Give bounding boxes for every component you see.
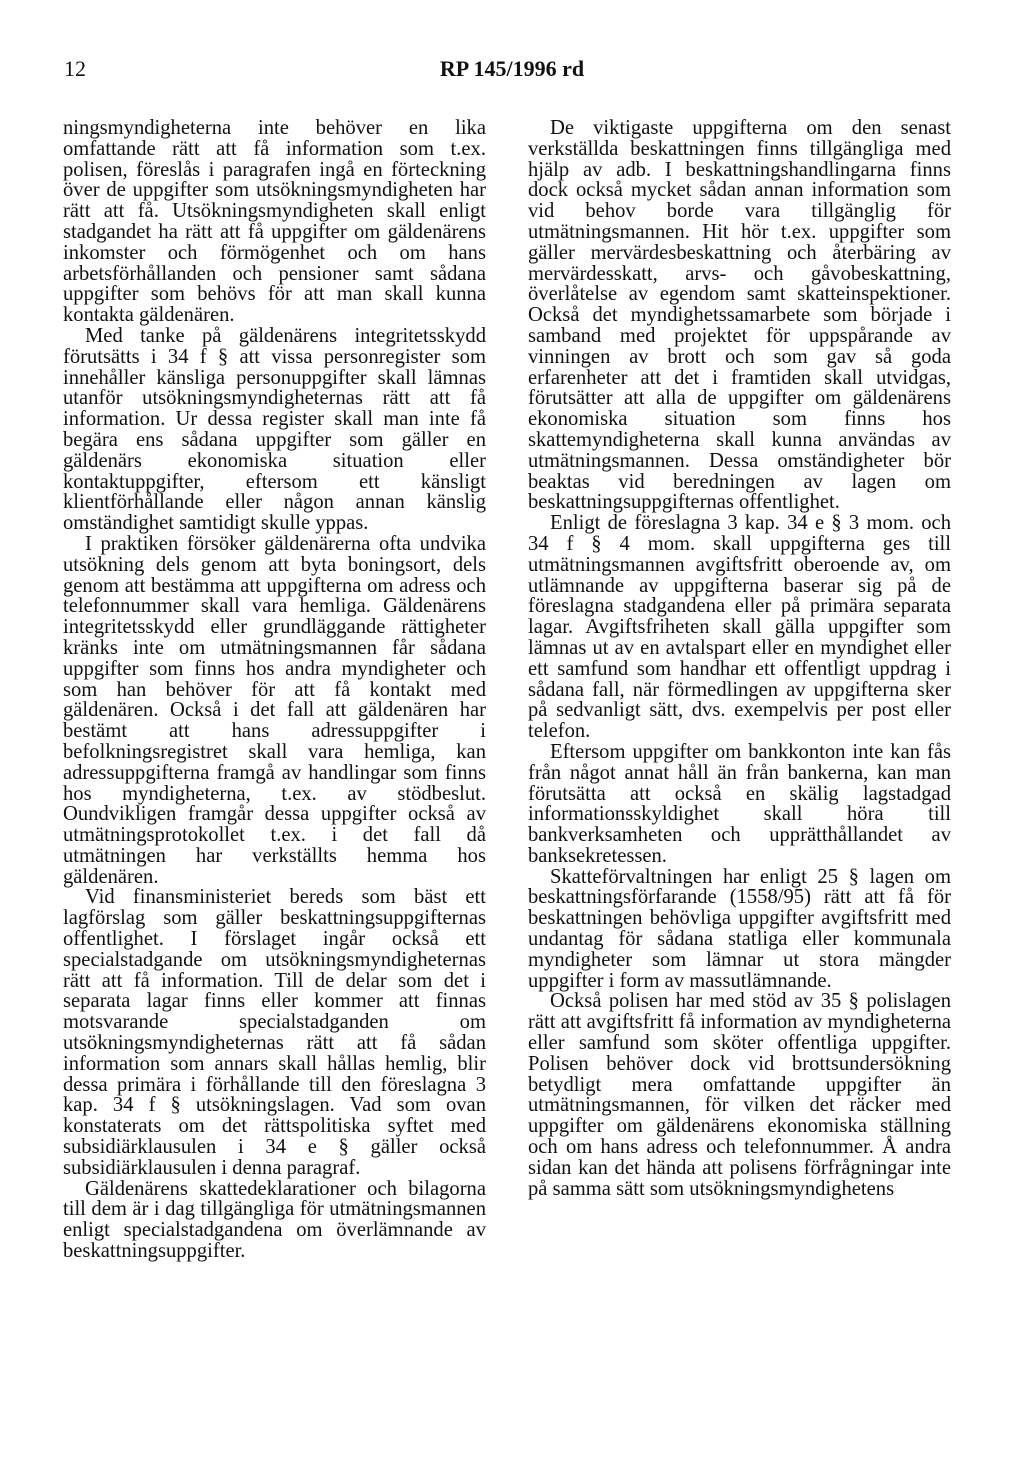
paragraph: Vid finansministeriet bereds som bäst ett lagförslag som gäller beskattningsuppgifternas offentlighet. I förslaget ingår också ett specialstadgande om utsökningsmyndigheternas rätt att få information. Till de delar som det i separata lagar finns eller kommer att finnas motsvarande specialstadganden om utsökningsmyndigheternas rätt att få sådan information som annars skall hållas hemlig, blir dessa primära i förhållande till den föreslagna 3 kap. 34 f § utsökningslagen. Vad som ovan konstaterats om det rättspolitiska syftet med subsidiärklausulen i 34 e § gäller också subsidiärklausulen i denna paragraf. xyxy=(63,886,486,1179)
paragraph: Eftersom uppgifter om bankkonton inte kan fås från något annat håll än från bankerna, kan man förutsätta att också en skälig lagstadgad informationsskyldighet skall höra till bankverksamheten och upprätthållandet av banksekretessen. xyxy=(528,740,951,867)
paragraph: Också polisen har med stöd av 35 § polislagen rätt att avgiftsfritt få information av myndigheterna eller samfund som sköter offentliga uppgifter. Polisen behöver dock vid brottsundersökning betydligt mera omfattande uppgifter än utmätningsmannen, för vilken det räcker med uppgifter om gäldenärens ekonomiska ställning och om hans adress och telefonnummer. Å andra sidan kan det hända att polisens förfrågningar inte på samma sätt som utsökningsmyndighetens xyxy=(528,990,951,1200)
paragraph: Gäldenärens skattedeklarationer och bilagorna till dem är i dag tillgängliga för utmätningsmannen enligt specialstadgandena om överlämnande av beskattningsuppgifter. xyxy=(63,1177,486,1263)
right-column xyxy=(528,118,951,1199)
paragraph: Skatteförvaltningen har enligt 25 § lagen om beskattningsförfarande (1558/95) rätt att få för beskattningen behövliga uppgifter avgiftsfritt med undantag för sådana statliga eller kommunala myndigheter som lämnar ut stora mängder uppgifter i form av massutlämnande. xyxy=(528,865,951,992)
paragraph: I praktiken försöker gäldenärerna ofta undvika utsökning dels genom att byta boningsort, dels genom att bestämma att uppgifterna om adress och telefonnummer skall vara hemliga. Gäldenärens integritetsskydd eller grundläggande rättigheter kränks inte om utmätningsmannen får sådana uppgifter som finns hos andra myndigheter och som han behöver för att få kontakt med gäldenären. Också i det fall att gäldenären har bestämt att hans adressuppgifter i befolkningsregistret skall vara hemliga, kan adressuppgifterna framgå av handlingar som finns hos myndigheterna, t.ex. av stödbeslut. Oundvikligen framgår dessa uppgifter också av utmätningsprotokollet t.ex. i det fall då utmätningen har verkställts hemma hos gäldenären. xyxy=(63,532,486,888)
page-number: 12 xyxy=(64,56,86,81)
paragraph: ningsmyndigheterna inte behöver en lika omfattande rätt att få information som t.ex. polisen, föreslås i paragrafen ingå en förteckning över de uppgifter som utsökningsmyndigheten har rätt att få. Utsökningsmyndigheten skall enligt stadgandet ha rätt att få uppgifter om gäldenärens inkomster och förmögenhet och om hans arbetsförhållanden och pensioner samt sådana uppgifter som behövs för att man skall kunna kontakta gäldenären. xyxy=(63,117,486,327)
left-column xyxy=(63,118,486,1262)
running-head: RP 145/1996 rd xyxy=(439,56,585,81)
paragraph: Med tanke på gäldenärens integritetsskydd förutsätts i 34 f § att vissa personregister som innehåller känsliga personuppgifter skall lämnas utanför utsökningsmyndigheternas rätt att få information. Ur dessa register skall man inte få begära ens sådana uppgifter som gäller en gäldenärs ekonomiska situation eller kontaktuppgifter, eftersom ett känsligt klientförhållande eller någon annan känslig omständighet samtidigt skulle yppas. xyxy=(63,324,486,535)
paragraph: Enligt de föreslagna 3 kap. 34 e § 3 mom. och 34 f § 4 mom. skall uppgifterna ges till utmätningsmannen avgiftsfritt oberoende av, om utlämnande av uppgifterna baserar sig på de föreslagna stadgandena eller på primära separata lagar. Avgiftsfriheten skall gälla uppgifter som lämnas ut av en avtalspart eller en myndighet eller ett samfund som handhar ett offentligt uppdrag i sådana fall, när förmedlingen av uppgifterna sker på sedvanligt sätt, dvs. exempelvis per post eller telefon. xyxy=(528,512,951,743)
paragraph: De viktigaste uppgifterna om den senast verkställda beskattningen finns tillgängliga med hjälp av adb. I beskattningshandlingarna finns dock också mycket sådan annan information som vid behov borde vara tillgänglig för utmätningsmannen. Hit hör t.ex. uppgifter som gäller mervärdesbeskattning och återbäring av mervärdesskatt, arvs- och gåvobeskattning, överlåtelse av egendom samt skatteinspektioner. Också det myndighetssamarbete som började i samband med projektet för uppspårande av vinningen av brott och som gav så goda erfarenheter att det i framtiden skall utvidgas, förutsätter att alla de uppgifter om gäldenärens ekonomiska situation som finns hos skattemyndigheterna skall kunna användas av utmätningsmannen. Dessa omständigheter bör beaktas vid beredningen av lagen om beskattningsuppgifternas offentlighet. xyxy=(528,117,951,514)
